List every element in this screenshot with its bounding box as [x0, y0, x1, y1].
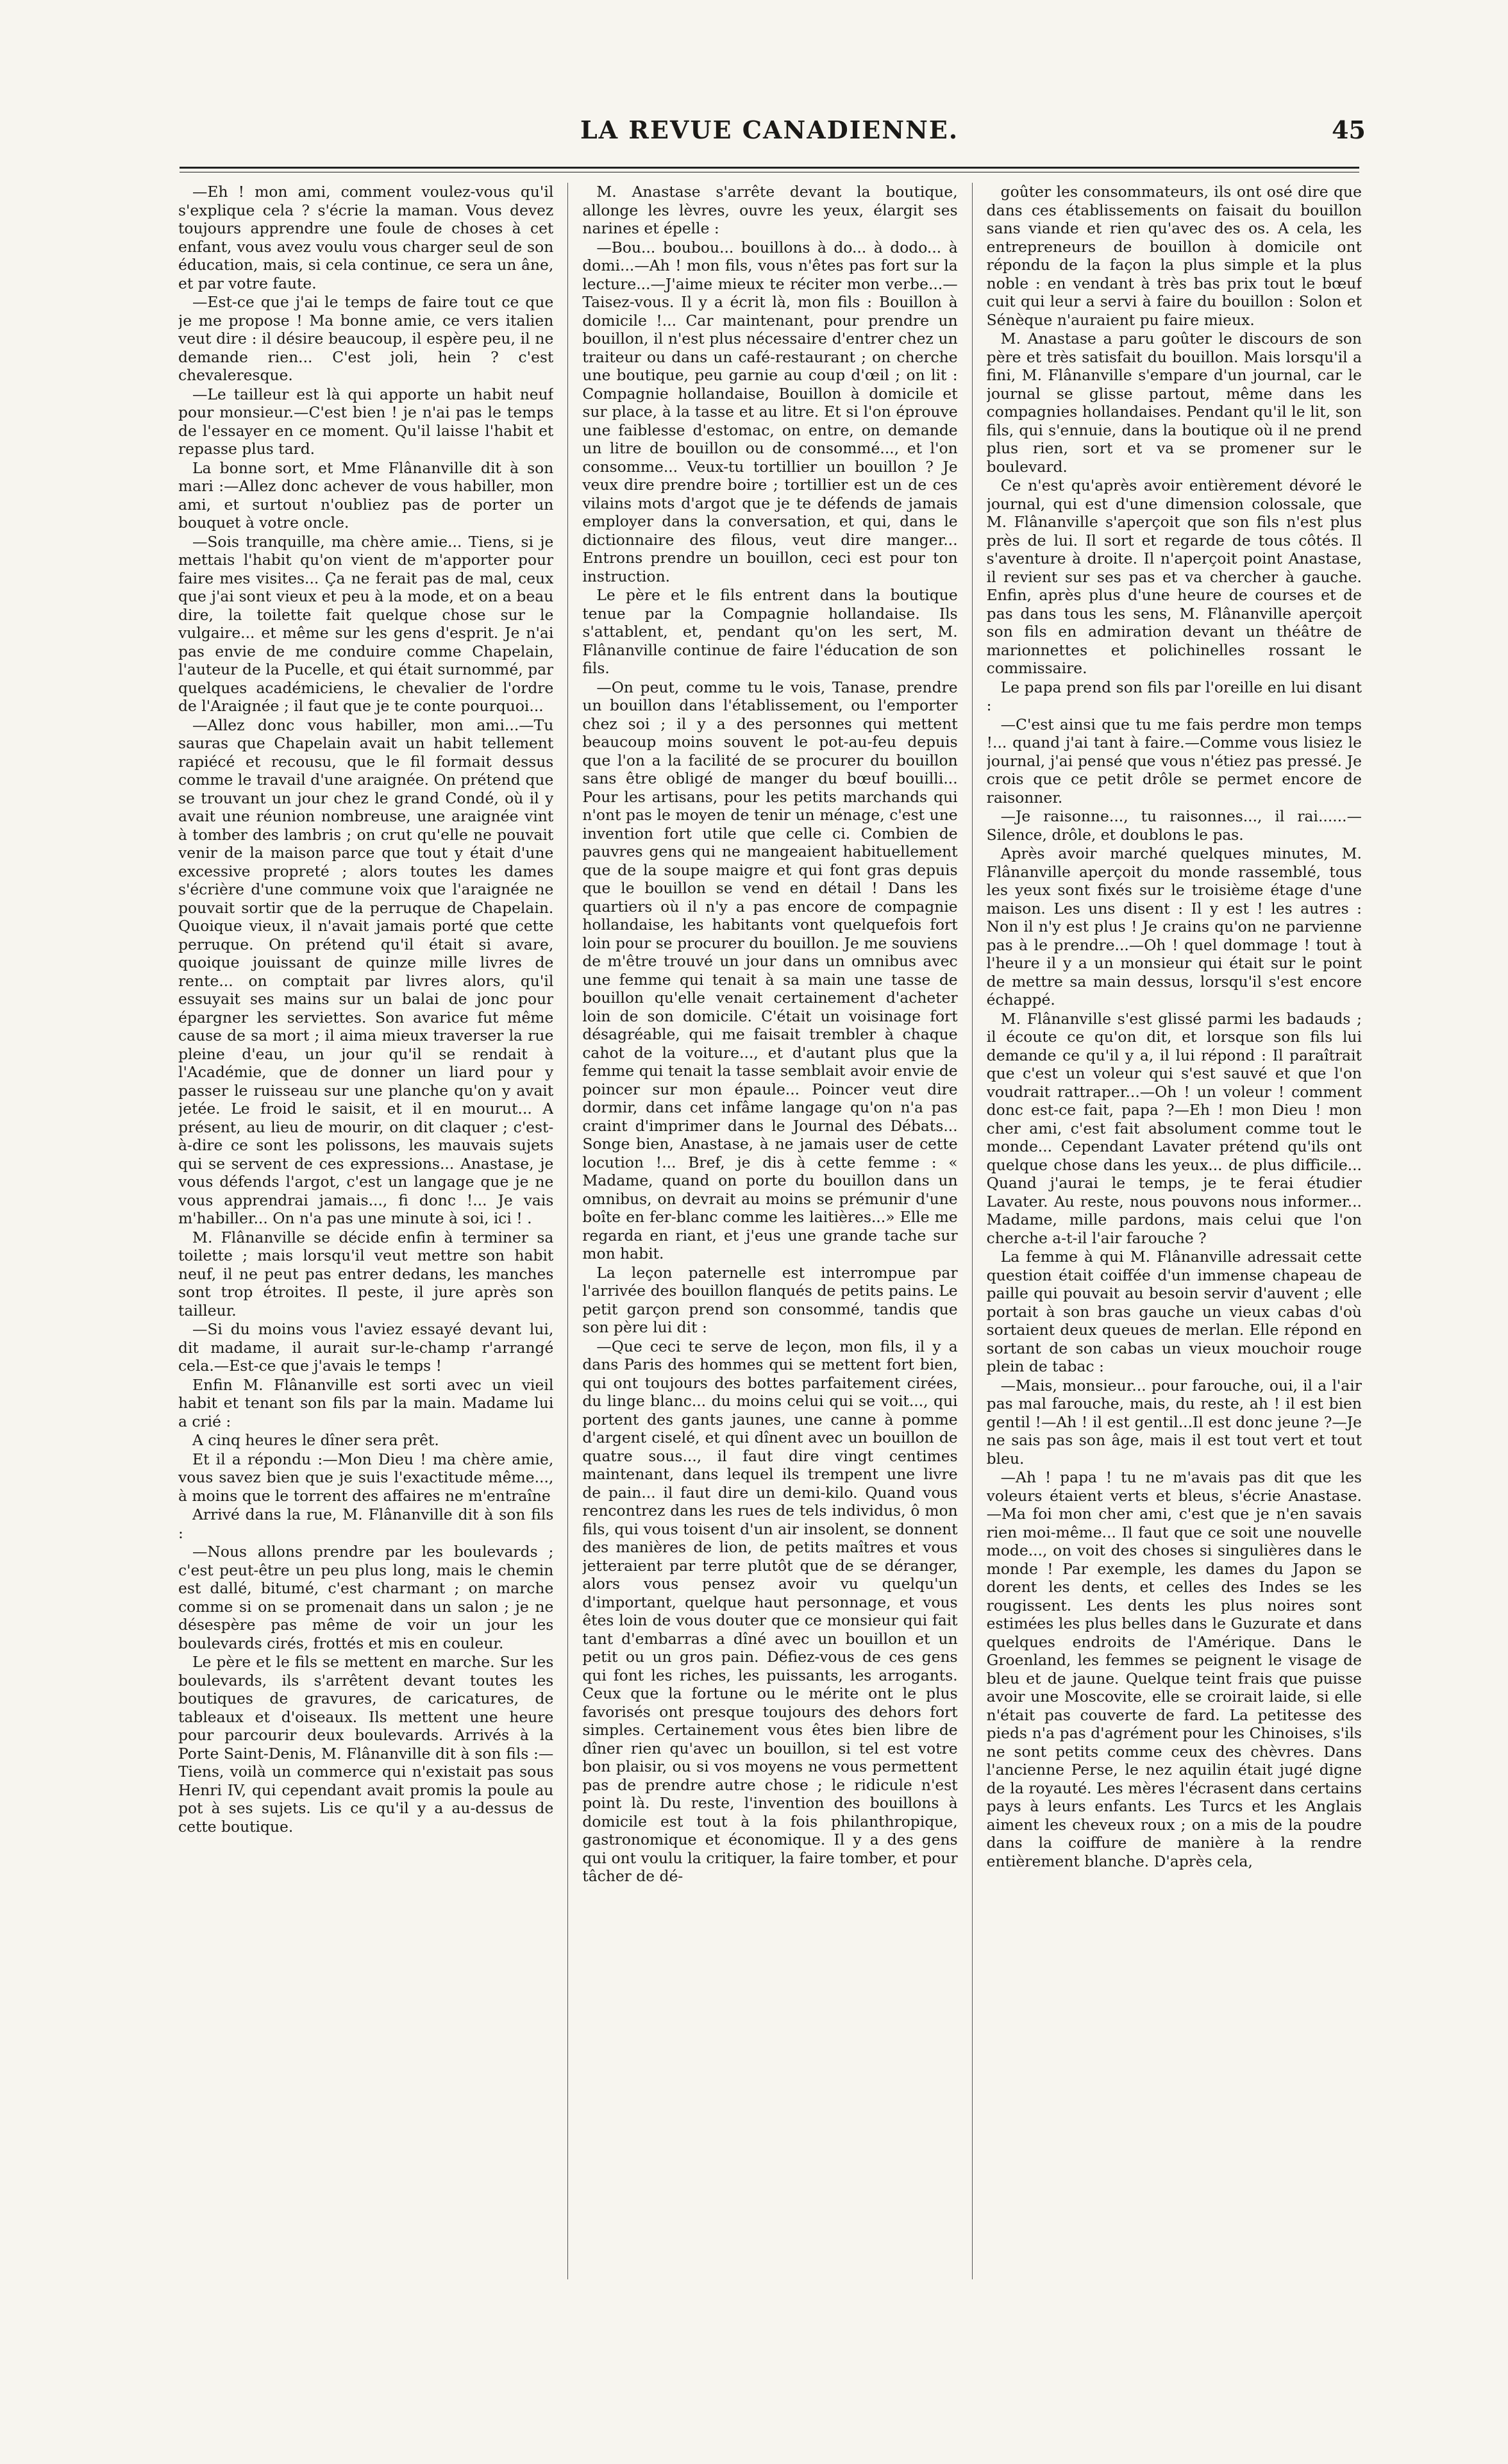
text-columns — [178, 183, 1362, 2279]
paragraph: —Eh ! mon ami, comment voulez-vous qu'il s'explique cela ? s'écrie la maman. Vous devez toujours apprendre une foule de choses à cet enfant, vous avez voulu vous charger seul de son éducation, mais, si cela continue, ce sera un âne, et par votre faute. — [178, 183, 554, 292]
paragraph: —Sois tranquille, ma chère amie... Tiens, si je mettais l'habit qu'on vient de m'apporter pour faire mes visites... Ça ne ferait pas de mal, ceux que j'ai sont vieux et peu à la mode, et on a beau dire, la toilette fait quelque chose sur le vulgaire... et même sur les gens d'esprit. Je n'ai pas envie de me conduire comme Chapelain, l'auteur de la Pucelle, et qui était surnommé, par quelques académiciens, le chevalier de l'ordre de l'Araignée ; il faut que je te conte pourquoi... — [178, 532, 554, 715]
paragraph: —Le tailleur est là qui apporte un habit neuf pour monsieur.—C'est bien ! je n'ai pas le temps de l'essayer en ce moment. Qu'il laisse l'habit et repasse plus tard. — [178, 385, 554, 458]
paragraph: —On peut, comme tu le vois, Tanase, prendre un bouillon dans l'établissement, ou l'emporter chez soi ; il y a des personnes qui mettent beaucoup moins souvent le pot-au-feu depuis que l'on a la facilité de se procurer du bouillon sans être obligé de manger du bœuf bouilli... Pour les artisans, pour les petits marchands qui n'ont pas le moyen de tenir un ménage, c'est une invention fort utile que celle ci. Combien de pauvres gens qui ne mangeaient habituellement que de la soupe maigre et qui font gras depuis que le bouillon se vend en détail ! Dans les quartiers où il n'y a pas encore de compagnie hollandaise, les habitants vont quelquefois fort loin pour se procurer du bouillon. Je me souviens de m'être trouvé un jour dans un omnibus avec une femme qui tenait à sa main une tasse de bouillon qu'elle venait certainement d'acheter loin de son domicile. C'était un voisinage fort désagréable, qui me faisait trembler à chaque cahot de la voiture..., et d'autant plus que la femme qui tenait la tasse semblait avoir envie de poincer sur mon épaule... Poincer veut dire dormir, dans cet infâme langage qu'on n'a pas craint d'imprimer dans le Journal des Débats... Songe bien, Anastase, à ne jamais user de cette locution !... Bref, je dis à cette femme : « Madame, quand on porte du bouillon dans un omnibus, on devrait au moins se prémunir d'une boîte en fer-blanc comme les laitières...» Elle me regarda en riant, et j'eus une grande tache sur mon habit. — [582, 678, 958, 1262]
column-divider — [972, 183, 973, 2279]
column-right — [987, 183, 1362, 2279]
page-header — [173, 115, 1366, 154]
paragraph: Ce n'est qu'après avoir entièrement dévoré le journal, qui est d'une dimension colossale, que M. Flânanville s'aperçoit que son fils n'est plus près de lui. Il sort et regarde de tous côtés. Il s'aventure à droite. Il n'aperçoit point Anastase, il revient sur ses pas et va chercher à gauche. Enfin, après plus d'une heure de courses et de pas dans tous les sens, M. Flânanville aperçoit son fils en admiration devant un théâtre de marionnettes et polichinelles rossant le commissaire. — [986, 476, 1362, 677]
paragraph: A cinq heures le dîner sera prêt. — [192, 1431, 439, 1449]
paragraph: La femme à qui M. Flânanville adressait cette question était coiffée d'un immense chapeau de paille qui pouvait au besoin servir d'auvent ; elle portait à son bras gauche un vieux cabas d'où sortaient deux queues de merlan. Elle répond en sortant de son cabas un vieux mouchoir rouge plein de tabac : — [986, 1248, 1362, 1375]
running-title: LA REVUE CANADIENNE. — [580, 115, 959, 144]
paragraph: —Je raisonne..., tu raisonnes..., il rai......—Silence, drôle, et doublons le pas. — [986, 807, 1362, 844]
paragraph: —Nous allons prendre par les boulevards ; c'est peut-être un peu plus long, mais le chemin est dallé, bitumé, c'est charmant ; on marche comme si on se promenait dans un salon ; je ne désespère pas même de voir un jour les boulevards cirés, frottés et mis en couleur. — [178, 1543, 554, 1652]
paragraph: M. Anastase s'arrête devant la boutique, allonge les lèvres, ouvre les yeux, élargit ses narines et épelle : — [582, 183, 958, 237]
paragraph: —Allez donc vous habiller, mon ami...—Tu sauras que Chapelain avait un habit tellement rapiécé et recousu, que le fil formait dessus comme le travail d'une araignée. On prétend que se trouvant un jour chez le grand Condé, où il y avait une réunion nombreuse, une araignée vint à tomber des lambris ; on crut qu'elle ne pouvait venir de la maison parce que tout y était d'une excessive propreté ; alors toutes les dames s'écrière d'une commune voix que l'araignée ne pouvait sortir que de la perruque de Chapelain. Quoique vieux, il n'avait jamais porté que cette perruque. On prétend qu'il était si avare, quoique jouissant de quinze mille livres de rente... on comptait par livres alors, qu'il essuyait ses mains sur un balai de jonc pour épargner les serviettes. Son avarice fut même cause de sa mort ; il aima mieux traverser la rue pleine d'eau, un jour qu'il se rendait à l'Académie, que de donner un liard pour y passer le ruisseau sur une planche qu'on y avait jetée. Le froid le saisit, et il en mourut... A présent, au lieu de mourir, on dit claquer ; c'est-à-dire ce sont les polissons, les mauvais sujets qui se servent de ces expressions... Anastase, je vous défends l'argot, c'est un langage que je ne vous apprendrai jamais..., fi donc !... Je vais m'habiller... On n'a pas une minute à soi, ici ! . — [178, 716, 554, 1227]
column-divider — [567, 183, 568, 2279]
paragraph: La leçon paternelle est interrompue par l'arrivée des bouillon flanqués de petits pains. Le petit garçon prend son consommé, tandis que son père lui dit : — [582, 1263, 958, 1336]
paragraph: Arrivé dans la rue, M. Flânanville dit à son fils : — [178, 1505, 554, 1542]
paragraph: Le père et le fils se mettent en marche. Sur les boulevards, ils s'arrêtent devant toutes les boutiques de gravures, de caricatures, de tableaux et d'oiseaux. Ils mettent une heure pour parcourir deux boulevards. Arrivés à la Porte Saint-Denis, M. Flânanville dit à son fils :—Tiens, voilà un commerce qui n'existait pas sous Henri IV, qui cependant avait promis la poule au pot à ses sujets. Lis ce qu'il y a au-dessus de cette boutique. — [178, 1653, 554, 1836]
page-number: 45 — [1332, 115, 1366, 144]
paragraph: —Bou... boubou... bouillons à do... à dodo... à domi...—Ah ! mon fils, vous n'êtes pas fort sur la lecture...—J'aime mieux te réciter mon verbe...—Taisez-vous. Il y a écrit là, mon fils : Bouillon à domicile !... Car maintenant, pour prendre un bouillon, il n'est plus nécessaire d'entrer chez un traiteur ou dans un café-restaurant ; on cherche une boutique, peu garnie au coup d'œil ; on lit : Compagnie hollandaise, Bouillon à domicile et sur place, à la tasse et au litre. Et si l'on éprouve une faiblesse d'estomac, on entre, on demande un litre de bouillon ou de consommé..., et l'on consomme... Veux-tu tortillier un bouillon ? Je veux dire prendre boire ; tortillier est un de ces vilains mots d'argot que je te défends de jamais employer dans la conversation, et qui, dans le dictionnaire des filous, veut dire manger... Entrons prendre un bouillon, ceci est pour ton instruction. — [582, 238, 958, 585]
paragraph: M. Anastase a paru goûter le discours de son père et très satisfait du bouillon. Mais lorsqu'il a fini, M. Flânanville s'empare d'un journal, car le journal se glisse partout, même dans les compagnies hollandaises. Pendant qu'il le lit, son fils, qui s'ennuie, dans la boutique où il ne prend plus rien, sort et va se promener sur le boulevard. — [986, 330, 1362, 476]
paragraph: Enfin M. Flânanville est sorti avec un vieil habit et tenant son fils par la main. Madame lui a crié : — [178, 1375, 554, 1430]
paragraph: Après avoir marché quelques minutes, M. Flânanville aperçoit du monde rassemblé, tous les yeux sont fixés sur le troisième étage d'une maison. Les uns disent : Il y est ! les autres : Non il n'y est plus ! Je crains qu'on ne parvienne pas à le prendre...—Oh ! quel dommage ! tout à l'heure il y a un monsieur qui était sur le point de mettre sa main dessus, lorsqu'il s'est encore échappé. — [986, 844, 1362, 1009]
header-rule — [180, 167, 1359, 169]
paragraph: goûter les consommateurs, ils ont osé dire que dans ces établissements on faisait du bouillon sans viande et rien qu'avec des os. A cela, les entrepreneurs de bouillon à domicile ont répondu de la façon la plus simple et la plus noble : en vendant à très bas prix tout le bœuf cuit qui leur a servi à faire du bouillon : Solon et Sénèque n'auraient pu faire mieux. — [986, 183, 1362, 329]
column-middle — [582, 183, 957, 2279]
paragraph: —Si du moins vous l'aviez essayé devant lui, dit madame, il aurait sur-le-champ r'arrangé cela.—Est-ce que j'avais le temps ! — [178, 1320, 554, 1375]
paragraph: —Mais, monsieur... pour farouche, oui, il a l'air pas mal farouche, mais, du reste, ah ! il est bien gentil !—Ah ! il est gentil...Il est donc jeune ?—Je ne sais pas son âge, mais il est tout vert et tout bleu. — [986, 1376, 1362, 1468]
paragraph: —C'est ainsi que tu me fais perdre mon temps !... quand j'ai tant à faire.—Comme vous lisiez le journal, j'ai pensé que vous n'étiez pas pressé. Je crois que ce petit drôle se permet encore de raisonner. — [986, 715, 1362, 807]
paragraph: —Que ceci te serve de leçon, mon fils, il y a dans Paris des hommes qui se mettent fort bien, qui ont toujours des bottes parfaitement cirées, du linge blanc... du moins celui qui se voit..., qui portent des gants jaunes, une canne à pomme d'argent ciselé, et qui dînent avec un bouillon de quatre sous..., il faut dire vingt centimes maintenant, dans lequel ils trempent une livre de pain... il faut dire un demi-kilo. Quand vous rencontrez dans les rues de tels individus, ô mon fils, qui vous toisent d'un air insolent, se donnent des manières de lion, de petits maîtres et vous jetteraient par terre plutôt que de se déranger, alors vous pensez avoir vu quelqu'un d'important, quelque haut personnage, et vous êtes loin de vous douter que ce monsieur qui fait tant d'embarras a dîné avec un bouillon et un petit ou un gros pain. Défiez-vous de ces gens qui font les riches, les puissants, les arrogants. Ceux que la fortune ou le mérite ont le plus favorisés ont presque toujours des dehors fort simples. Certainement vous êtes bien libre de dîner rien qu'avec un bouillon, si tel est votre bon plaisir, ou si vos moyens ne vous permettent pas de prendre autre chose ; le ridicule n'est point là. Du reste, l'invention des bouillons à domicile est tout à la fois philanthropique, gastronomique et économique. Il y a des gens qui ont voulu la critiquer, la faire tomber, et pour tâcher de dé- — [582, 1337, 958, 1885]
column-left — [178, 183, 553, 2279]
paragraph: Le papa prend son fils par l'oreille en lui disant : — [986, 678, 1362, 714]
paragraph: La bonne sort, et Mme Flânanville dit à son mari :—Allez donc achever de vous habiller, mon ami, et surtout n'oubliez pas de porter un bouquet à votre oncle. — [178, 458, 554, 532]
paragraph: Le père et le fils entrent dans la boutique tenue par la Compagnie hollandaise. Ils s'attablent, et, pendant qu'on les sert, M. Flânanville continue de faire l'éducation de son fils. — [582, 586, 958, 677]
paragraph: —Ah ! papa ! tu ne m'avais pas dit que les voleurs étaient verts et bleus, s'écrie Anastase. —Ma foi mon cher ami, c'est que je n'en savais rien moi-même... Il faut que ce soit une nouvelle mode..., on voit des choses si singulières dans le monde ! Par exemple, les dames du Japon se dorent les dents, et celles des Indes se les rougissent. Les dents les plus noires sont estimées les plus belles dans le Guzurate et dans quelques endroits de l'Amérique. Dans le Groenland, les femmes se peignent le visage de bleu et de jaune. Quelque teint frais que puisse avoir une Moscovite, elle se croirait laide, si elle n'était pas couverte de fard. La petitesse des pieds n'a pas d'agrément pour les Chinoises, s'ils ne sont petits comme ceux des chèvres. Dans l'ancienne Perse, le nez aquilin était jugé digne de la royauté. Les mères l'écrasent dans certains pays à leurs enfants. Les Turcs et les Anglais aiment les cheveux roux ; on a mis de la poudre dans la coiffure de manière à la rendre entièrement blanche. D'après cela, — [986, 1468, 1362, 1870]
paragraph: M. Flânanville s'est glissé parmi les badauds ; il écoute ce qu'on dit, et lorsque son fils lui demande ce qu'il y a, il lui répond : Il paraîtrait que c'est un voleur qui s'est sauvé et que l'on voudrait rattraper...—Oh ! un voleur ! comment donc est-ce fait, papa ?—Eh ! mon Dieu ! mon cher ami, c'est fait absolument comme tout le monde... Cependant Lavater prétend qu'ils ont quelque chose dans les yeux... de plus difficile... Quand j'aurai le temps, je te ferai étudier Lavater. Au reste, nous pouvons nous informer... Madame, mille pardons, mais celui que l'on cherche a-t-il l'air farouche ? — [986, 1009, 1362, 1247]
paragraph: M. Flânanville se décide enfin à terminer sa toilette ; mais lorsqu'il veut mettre son habit neuf, il ne peut pas entrer dedans, les manches sont trop étroites. Il peste, il jure après son tailleur. — [178, 1228, 554, 1320]
paragraph: Et il a répondu :—Mon Dieu ! ma chère amie, vous savez bien que je suis l'exactitude même..., à moins que le torrent des affaires ne m'entraîne — [178, 1450, 554, 1505]
paragraph: —Est-ce que j'ai le temps de faire tout ce que je me propose ! Ma bonne amie, ce vers italien veut dire : il désire beaucoup, il espère peu, il ne demande rien... C'est joli, hein ? c'est chevaleresque. — [178, 293, 554, 384]
